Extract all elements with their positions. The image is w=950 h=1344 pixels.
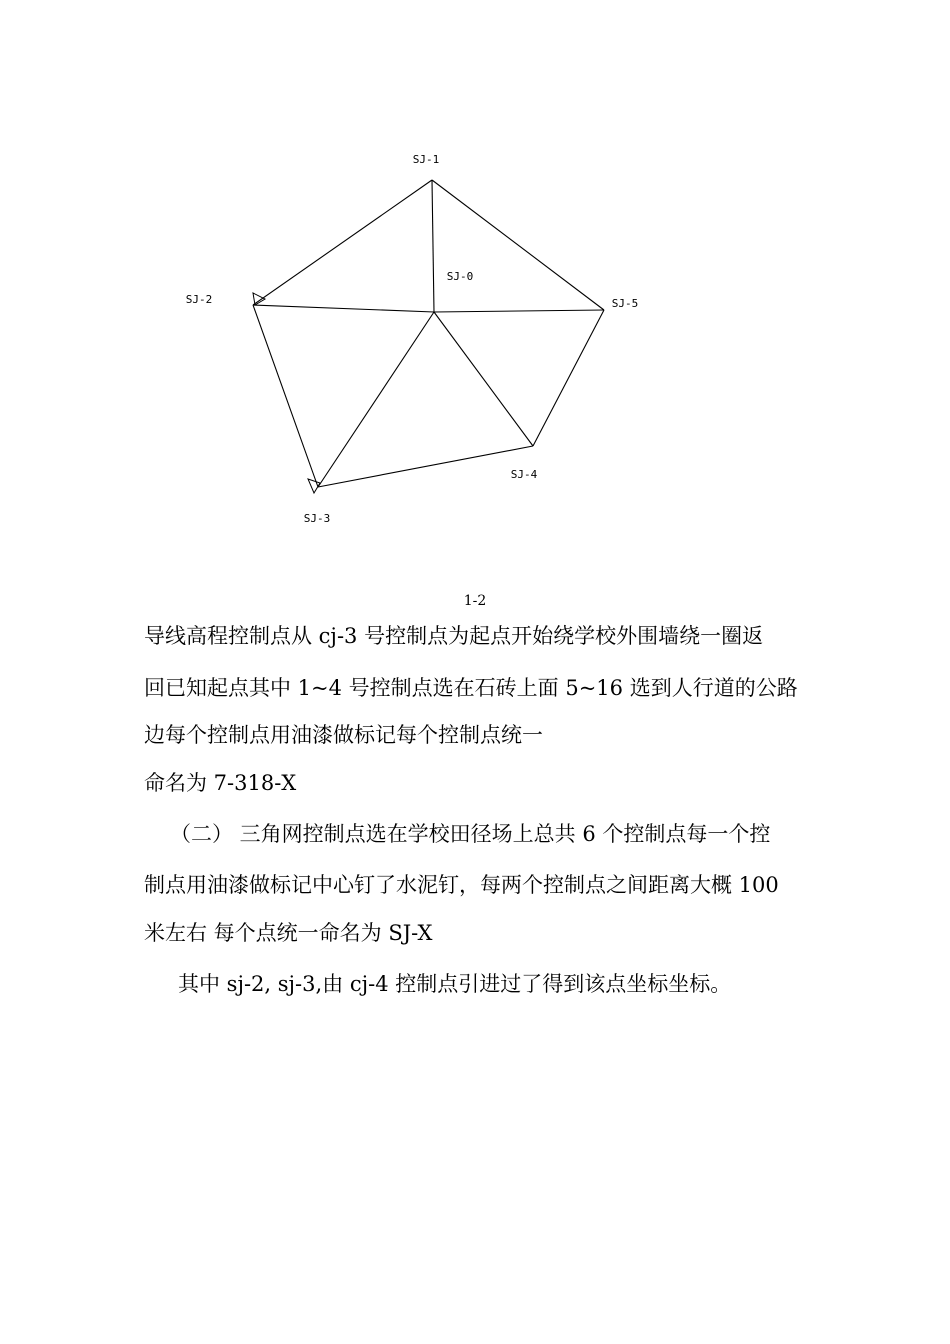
edge-sj-3-sj-4 <box>318 446 533 487</box>
station-label-sj-4: SJ-4 <box>510 468 538 481</box>
triangle-marker-sj-2 <box>253 293 265 305</box>
station-label-sj-2: SJ-2 <box>185 293 213 306</box>
station-label-sj-3: SJ-3 <box>303 512 331 525</box>
edge-sj-1-sj-5 <box>432 180 604 310</box>
network-edges <box>253 180 604 487</box>
paragraph-line-1: 导线高程控制点从 cj-3 号控制点为起点开始绕学校外围墙绕一圈返 <box>144 624 764 648</box>
edge-sj-5-sj-4 <box>533 310 604 446</box>
station-label-sj-5: SJ-5 <box>611 297 639 310</box>
station-label-sj-1: SJ-1 <box>412 153 440 166</box>
paragraph-line-6: 制点用油漆做标记中心钉了水泥钉，每两个控制点之间距离大概 100 <box>144 873 779 897</box>
paragraph-line-2: 回已知起点其中 1~4 号控制点选在石砖上面 5~16 选到人行道的公路 <box>144 676 798 700</box>
control-network-diagram <box>0 0 950 560</box>
edge-sj-0-sj-4 <box>434 312 533 446</box>
edge-sj-1-sj-0 <box>432 180 434 312</box>
edge-sj-2-sj-3 <box>253 305 318 487</box>
paragraph-line-5: （二） 三角网控制点选在学校田径场上总共 6 个控制点每一个控 <box>170 822 771 846</box>
figure-caption: 1-2 <box>463 593 487 609</box>
station-label-sj-0: SJ-0 <box>446 270 474 283</box>
edge-sj-1-sj-2 <box>253 180 432 305</box>
paragraph-line-7: 米左右 每个点统一命名为 SJ-X <box>144 921 433 945</box>
triangle-marker-sj-3 <box>308 479 320 493</box>
paragraph-line-4: 命名为 7-318-X <box>144 771 297 795</box>
paragraph-line-8: 其中 sj-2, sj-3,由 cj-4 控制点引进过了得到该点坐标坐标。 <box>178 972 732 996</box>
edge-sj-2-sj-0 <box>253 305 434 312</box>
edge-sj-3-sj-0 <box>318 312 434 487</box>
edge-sj-0-sj-5 <box>434 310 604 312</box>
paragraph-line-3: 边每个控制点用油漆做标记每个控制点统一 <box>144 723 543 747</box>
